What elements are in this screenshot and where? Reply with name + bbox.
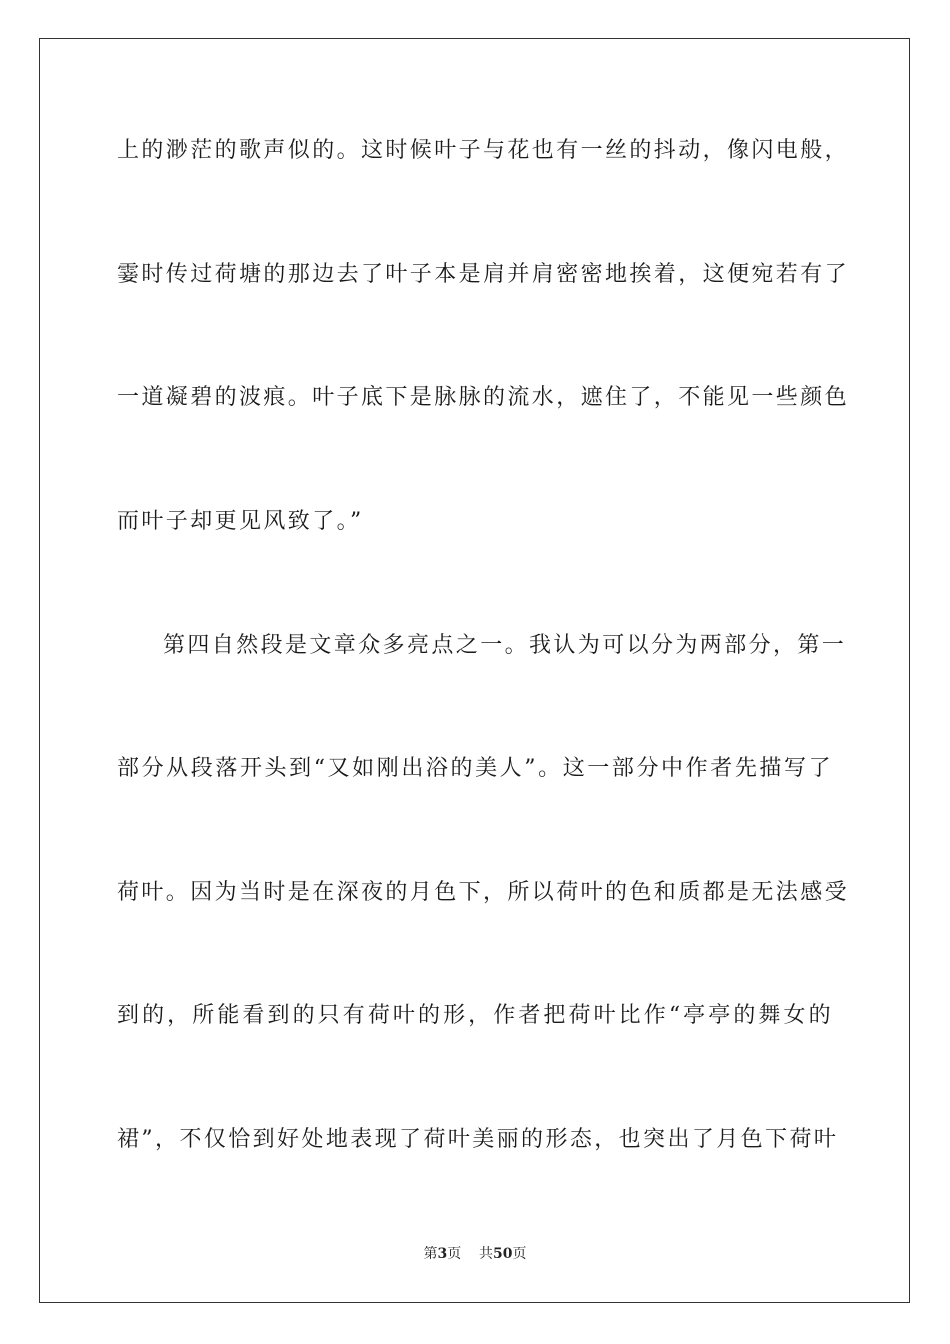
text-line-8: 到的，所能看到的只有荷叶的形，作者把荷叶比作“亭亭的舞女的 [117,1003,833,1028]
page-footer [0,1244,950,1264]
page-total: 50 [493,1246,513,1262]
page-border [39,38,910,1303]
total-prefix: 共 [479,1246,494,1262]
text-line-3: 一道凝碧的波痕。叶子底下是脉脉的流水，遮住了，不能见一些颜色 [117,385,850,410]
page-prefix: 第 [423,1246,438,1262]
text-line-7: 荷叶。因为当时是在深夜的月色下，所以荷叶的色和质都是无法感受 [117,880,850,905]
text-line-6: 部分从段落开头到“又如刚出浴的美人”。这一部分中作者先描写了 [117,756,833,781]
text-line-2: 霎时传过荷塘的那边去了叶子本是肩并肩密密地挨着，这便宛若有了 [117,262,850,287]
page-current: 3 [437,1246,448,1262]
total-suffix: 页 [512,1246,527,1262]
page-suffix: 页 [447,1246,462,1262]
text-line-9: 裙”，不仅恰到好处地表现了荷叶美丽的形态，也突出了月色下荷叶 [117,1127,839,1152]
text-line-1: 上的渺茫的歌声似的。这时候叶子与花也有一丝的抖动，像闪电般， [117,138,850,163]
text-line-4: 而叶子却更见风致了。” [117,509,364,534]
text-line-5: 第四自然段是文章众多亮点之一。我认为可以分为两部分，第一 [163,633,847,658]
